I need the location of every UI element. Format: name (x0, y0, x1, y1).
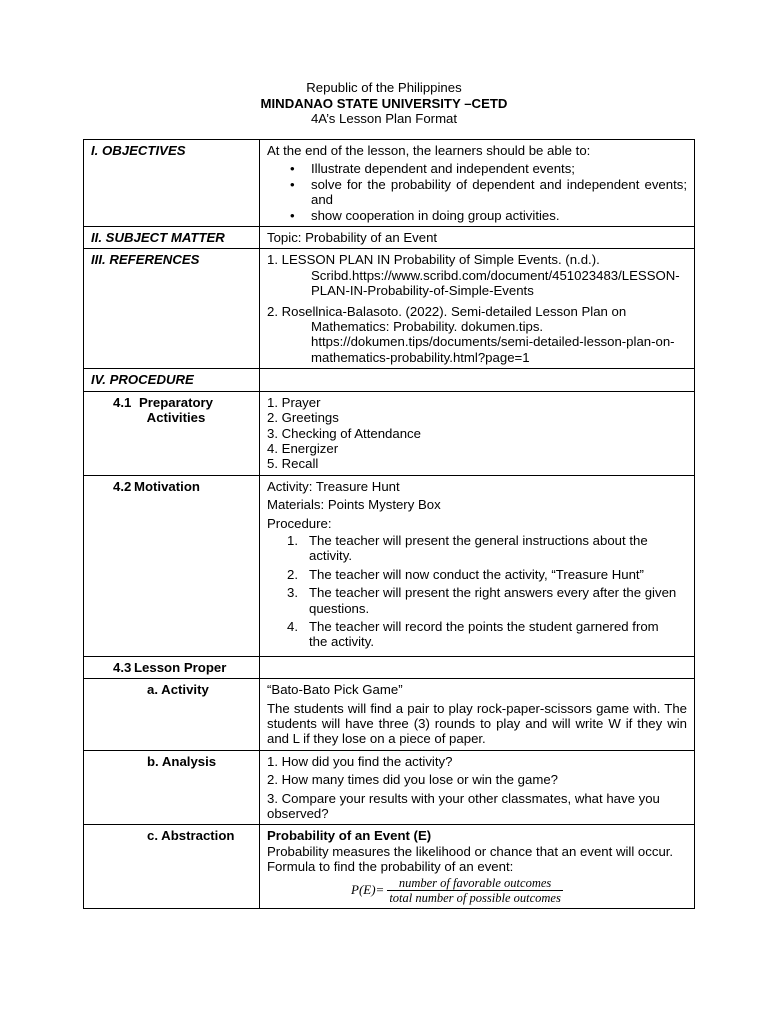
country-line: Republic of the Philippines (306, 80, 462, 95)
formula-fraction (387, 876, 563, 905)
abstraction-content (260, 825, 695, 908)
subject-matter-label: II. SUBJECT MATTER (84, 227, 260, 249)
references-label: III. REFERENCES (84, 249, 260, 369)
list-item: 3. Compare your results with your other classmates, what have you observed? (267, 790, 660, 822)
objectives-row (84, 140, 695, 227)
motivation-procedure-label: Procedure: (267, 515, 332, 531)
list-item: 4. Energizer (267, 440, 339, 456)
activity-label: a. Activity (147, 682, 209, 698)
formula-intro: Formula to find the probability of an event: (267, 859, 514, 875)
list-item: 3. The teacher will present the right answers every after the given questions. (287, 585, 677, 616)
university-name: MINDANAO STATE UNIVERSITY –CETD (260, 95, 508, 111)
objectives-list (267, 161, 687, 223)
formula-numerator: number of favorable outcomes (398, 875, 552, 890)
list-item: 5. Recall (267, 456, 319, 472)
list-item: • show cooperation in doing group activities. (311, 208, 687, 223)
motivation-content (260, 475, 695, 656)
list-item: 1. How did you find the activity? (267, 753, 453, 769)
lesson-proper-label: 4.3 Lesson Proper (113, 659, 227, 675)
procedure-row (84, 369, 695, 391)
list-item: 3. Checking of Attendance (267, 425, 421, 441)
subject-matter-topic: Topic: Probability of an Event (260, 227, 695, 249)
references-row (84, 249, 695, 369)
list-item: 1. Prayer (267, 394, 321, 410)
list-item: 1. The teacher will present the general instructions about the activity. (287, 532, 648, 564)
procedure-label: IV. PROCEDURE (84, 369, 260, 391)
objectives-label: I. OBJECTIVES (84, 140, 260, 227)
list-item: 2. How many times did you lose or win the game? (267, 772, 558, 788)
activity-title: “Bato-Bato Pick Game” (267, 682, 403, 698)
activity-text: The students will find a pair to play rock-paper-scissors game with. The students will have three (3) rounds to play and will write W if they win and L if they lose on a piece of paper. (267, 700, 687, 747)
preparatory-label: 4.1 Preparatory Activities (113, 394, 214, 426)
lesson-proper-row (84, 656, 695, 678)
formula-denominator: total number of possible outcomes (389, 890, 561, 905)
motivation-activity: Activity: Treasure Hunt (267, 478, 400, 494)
activity-content (260, 679, 695, 751)
preparatory-content (260, 391, 695, 475)
motivation-steps (267, 533, 687, 650)
subject-matter-row (84, 227, 695, 249)
abstraction-label: c. Abstraction (147, 828, 235, 844)
format-title: 4A’s Lesson Plan Format (310, 111, 458, 126)
objectives-content (260, 140, 695, 227)
analysis-label: b. Analysis (147, 753, 217, 769)
references-content (260, 249, 695, 369)
list-item: • Illustrate dependent and independent events; (311, 161, 687, 176)
reference-item: 2. Rosellnica-Balasoto. (2022). Semi-detailed Lesson Plan on Mathematics: Probability. dokumen.tips. https://dokumen.tips/documents/semi-detailed-lesson-plan-on-mathematics-probability.html?page=1 (267, 303, 675, 365)
abstraction-title: Probability of an Event (E) (267, 828, 432, 844)
list-item: 2. Greetings (267, 410, 339, 426)
preparatory-row (84, 391, 695, 475)
list-item: 4. The teacher will record the points the student garnered from the activity. (287, 618, 659, 650)
abstraction-definition: Probability measures the likelihood or chance that an event will occur. (267, 843, 674, 859)
objectives-intro: At the end of the lesson, the learners should be able to: (267, 143, 591, 158)
motivation-label: 4.2 Motivation (113, 478, 200, 494)
probability-formula (267, 876, 687, 905)
motivation-materials: Materials: Points Mystery Box (267, 497, 441, 513)
motivation-row (84, 475, 695, 656)
formula-lhs: P(E)= (351, 882, 385, 898)
analysis-row (84, 750, 695, 825)
list-item: • solve for the probability of dependent and independent events; and (311, 177, 687, 208)
document-header (0, 80, 768, 127)
reference-item: 1. LESSON PLAN IN Probability of Simple Events. (n.d.). Scribd.https://www.scribd.com/document/451023483/LESSON-PLAN-IN-Probability-of-Simple-Events (267, 252, 680, 299)
list-item: 2. The teacher will now conduct the activity, “Treasure Hunt” (287, 566, 644, 582)
abstraction-row (84, 825, 695, 908)
analysis-content (260, 750, 695, 825)
lesson-plan-table (83, 139, 695, 909)
activity-row (84, 679, 695, 751)
